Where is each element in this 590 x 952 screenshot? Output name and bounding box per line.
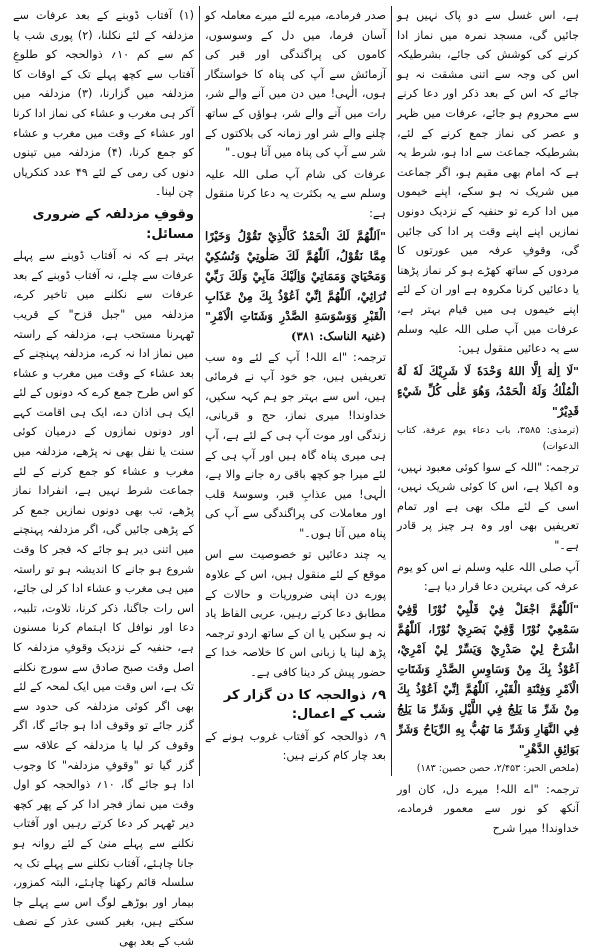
reference-citation: (ملخص الحیر: ۲/۴۵۳، حصن حصین: ۱۸۳) [416,762,579,774]
arabic-supplication: "اَللّٰهُمَّ اجْعَلْ فِيْ قَلْبِيْ نُوْرًا وَّفِيْ سَمْعِيْ نُوْرًا وَّفِيْ بَصَرِيْ نُوْرًا، اَللّٰهُمَّ اشْرَحْ لِيْ صَدْرِيْ وَيَسِّرْ لِيْ اَمْرِيْ، اَعُوْذُ بِكَ مِنْ وَسَاوِسِ الصَّدْرِ وَشَتَاتِ الْاَمْرِ وَفِتْنَةِ الْقَبْرِ، اَللّٰهُمَّ اِنِّيْ اَعُوْذُ بِكَ مِنْ شَرِّ مَا يَلِجُ فِي اللَّيْلِ وَشَرِّ مَا يَلِجُ فِي النَّهَارِ وَشَرِّ مَا تَهُبُّ بِهِ الرِّيَاحُ وَشَرِّ بَوَائِقِ الدَّهْرِ" [397,601,579,756]
reference-citation: (ترمذی: ۳۵۸۵، باب دعاء یوم عرفة، کتاب الدعوات) [397,424,579,452]
paragraph: آپ صلی اللہ علیہ وسلم نے اس کو یوم عرفہ کی بہترین دعا قرار دیا ہے: [397,560,579,594]
paragraph: یہ چند دعائیں تو خصوصیت سے اس موقع کے لئے منقول ہیں، اس کے علاوہ پورے دن اپنی ضروریات و حالات کے مطابق دعا کرتے رہیں، عربی الفاظ یاد نہ ہو سکیں یا ان کے ساتھ اردو ترجمہ پڑھ لینا یا زبانی اس کا خلاصہ خدا کے حضور پیش کر دینا کافی ہے۔ [205,548,386,680]
arabic-supplication: "اَللّٰهُمَّ لَكَ الْحَمْدُ كَالَّذِيْ تَقُوْلُ وَخَيْرًا مِمَّا نَقُوْلُ، اَللّٰهُمَّ لَكَ صَلٰوتِيْ وَنُسُكِيْ وَمَحْيَايَ وَمَمَاتِيْ وَاِلَيْكَ مَآبِيْ وَلَكَ رَبِّيْ تُرَاثِيْ، اَللّٰهُمَّ اِنِّيْ اَعُوْذُ بِكَ مِنْ عَذَابِ الْقَبْرِ وَوَسْوَسَةِ الصَّدْرِ وَشَتَاتِ الْاَمْرِ" (غنیۃ الناسک: ۳۸۱) [205,228,386,343]
paragraph: ہے، اس غسل سے دو پاک نہیں ہو جائیں گی، مسجد نمرہ میں نماز ادا کرنے کی کوشش کی جائے، بشرطیکہ اس کی وجہ سے اتنی مشقت نہ ہو جائے کہ اس کے بعد ذکر اور دعا کرنے سے محروم ہو جائے، عرفات میں ظہر و عصر کی نماز جمع کرنے کے لئے، بشرطیکہ جماعت سے ادا ہو، شرط یہ ہے کہ امام بھی مقیم ہو، اگر جماعت میں شریک نہ ہو سکے، اپنے خیموں میں ادا کرے تو حنفیہ کے نزدیک دونوں نمازیں اپنے اپنے وقت پر ادا کی جائیں گی، وقوفِ عرفہ میں عورتوں کا مردوں کے ساتھ کھڑے ہو کر نماز پڑھنا یا دعائیں کرنا مکروہ ہے اور ان کے لئے اپنے خیموں ہی میں قیام بہتر ہے، عرفات میں آپ صلی اللہ علیہ وسلم سے یہ دعائیں منقول ہیں: [397,9,579,356]
paragraph: عرفات کی شام آپ صلی اللہ علیہ وسلم سے یہ بکثرت یہ دعا کرنا منقول ہے: [205,167,386,220]
arabic-supplication: "لَا اِلٰهَ اِلَّا اللهُ وَحْدَهٗ لَا شَرِيْكَ لَهٗ لَهُ الْمُلْكُ وَلَهُ الْحَمْدُ، وَهُوَ عَلٰى كُلِّ شَيْءٍ قَدِيْرٌ" [397,363,579,418]
column-left [8,6,200,948]
paragraph: ۹؍ ذوالحجہ کو آفتاب غروب ہونے کے بعد چار کام کرنے ہیں: [205,729,386,763]
paragraph: ترجمہ: "اے اللہ! میرے دل، کان اور آنکھ کو نور سے معمور فرمادے، خداوندا! میرا شرح [397,782,579,836]
section-heading: وقوفِ مزدلفہ کے ضروری مسائل: [32,206,194,242]
column-middle [200,6,392,776]
paragraph: بہتر ہے کہ نہ آفتاب ڈوبنے سے پہلے عرفات سے چلے، نہ آفتاب ڈوبنے کے بعد عرفات سے نکلنے میں تاخیر کرے، مزدلفہ میں "جبل قزح" کے قریب ٹھہرنا مستحب ہے، مزدلفہ کے راستہ میں نماز ادا نہ کرے، مزدلفہ پہنچنے کے بعد عشاء کے وقت میں مغرب و عشاء کو اس طرح جمع کرے کہ دونوں کے لئے ایک ہی اذان دے، ایک ہی اقامت کہے اور دونوں نمازوں کے درمیان کوئی سنت یا نفل بھی نہ پڑھے، مزدلفہ میں مغرب و عشاء کو جمع کرنے کے لئے جماعت شرط نہیں ہے، انفرادا نماز پڑھے، تب بھی دونوں نمازیں جمع کر کے پڑھی جائیں گی، اگر مزدلفہ پہنچنے میں اتنی دیر ہو جائے کہ فجر کا وقت شروع ہو جانے کا اندیشہ ہو تو راستہ میں ہی مغرب و عشاء ادا کر لی جائے، اس رات جاگنا، ذکر کرنا، تلاوت، تلبیہ، دعا اور نوافل کا اہتمام کرنا مسنون ہے، حنفیہ کے نزدیک وقوفِ مزدلفہ کا اصل وقت صبح صادق سے سورج نکلنے تک ہے، اس وقت میں ایک لمحہ کے لئے بھی اگر کوئی مزدلفہ کی حدود سے گزر جائے تو وقوف ادا ہو جائے گا، اگر وقوف کر لیا یا مزدلفہ کے علاقہ سے گزر گیا تو "وقوفِ مزدلفہ" کا وجوب ادا ہو جائے گا، ۱۰؍ ذوالحجہ کو اول وقت میں نماز فجر ادا کر کے پھر کچھ دیر ٹھہر کر دعا کرتے رہیں اور آفتاب نکلنے سے پہلے منیٰ کے لئے روانہ ہو جانا چاہئے، آفتاب نکلنے سے پہلے تک یہ سلسلہ قائم رکھنا چاہئے، البتہ کمزور، بیمار اور بوڑھے لوگ اس سے پہلے جا سکتے ہیں، بغیر کسی عذر کے نصف شب کے بعد بھی [13,249,194,948]
paragraph: صدر فرمادے، میرے لئے میرے معاملہ کو آسان فرما، میں دل کے وسوسوں، کاموں کی پراگندگی اور قبر کی آزمائش سے آپ کی پناہ کا خواستگار ہوں، الٰہی! میں دن میں آنے والے شر، رات میں آنے والے شر، ہواؤں کے ساتھ چلنے والے شر اور زمانہ کی بلاکتوں کے شر سے آپ کی پناہ میں آتا ہوں۔" [205,9,386,160]
paragraph: ترجمہ: "اللہ کے سوا کوئی معبود نہیں، وہ اکیلا ہے، اس کا کوئی شریک نہیں، اسی کے لئے ملک بھی ہے اور تمام تعریفیں بھی اور وہ ہر چیز پر قادر ہے۔" [397,460,579,553]
paragraph: (۱) آفتاب ڈوبنے کے بعد عرفات سے مزدلفہ کے لئے نکلنا، (۲) پوری شب یا کم سے کم ۱۰؍ ذوالحجہ کو طلوعِ آفتاب سے کچھ پہلے تک کے اوقات کا مزدلفہ میں گزارنا، (۳) مزدلفہ میں آکر ہی مغرب و عشاء کی نماز ادا کرنا اور عشاء کے وقت میں مغرب و عشاء کو جمع کرنا، (۴) مزدلفہ میں تینوں دنوں کی رمی کے لئے ۴۹ عدد کنکریاں چن لینا۔ [13,9,195,199]
section-heading: ۹؍ ذوالحجہ کا دن گزار کر شب کے اعمال: [223,687,386,723]
text-columns [6,6,584,948]
paragraph: ترجمہ: "اے اللہ! آپ کے لئے وہ سب تعریفیں ہیں، جو خود آپ نے فرمائی ہیں، اس سے بہتر جو ہم کہہ سکیں، خداوندا! میری نماز، حج و قربانی، زندگی اور موت آپ ہی کے لئے ہے، آپ ہی میری پناہ گاہ ہیں اور آپ ہی کے لئے میرا جو کچھ باقی رہ جانے والا ہے، الٰہی! میں عذابِ قبر، وسوسۂ قلب اور معاملات کی پراگندگی سے آپ کی پناہ میں آتا ہوں۔" [205,350,386,540]
column-right [392,6,584,836]
